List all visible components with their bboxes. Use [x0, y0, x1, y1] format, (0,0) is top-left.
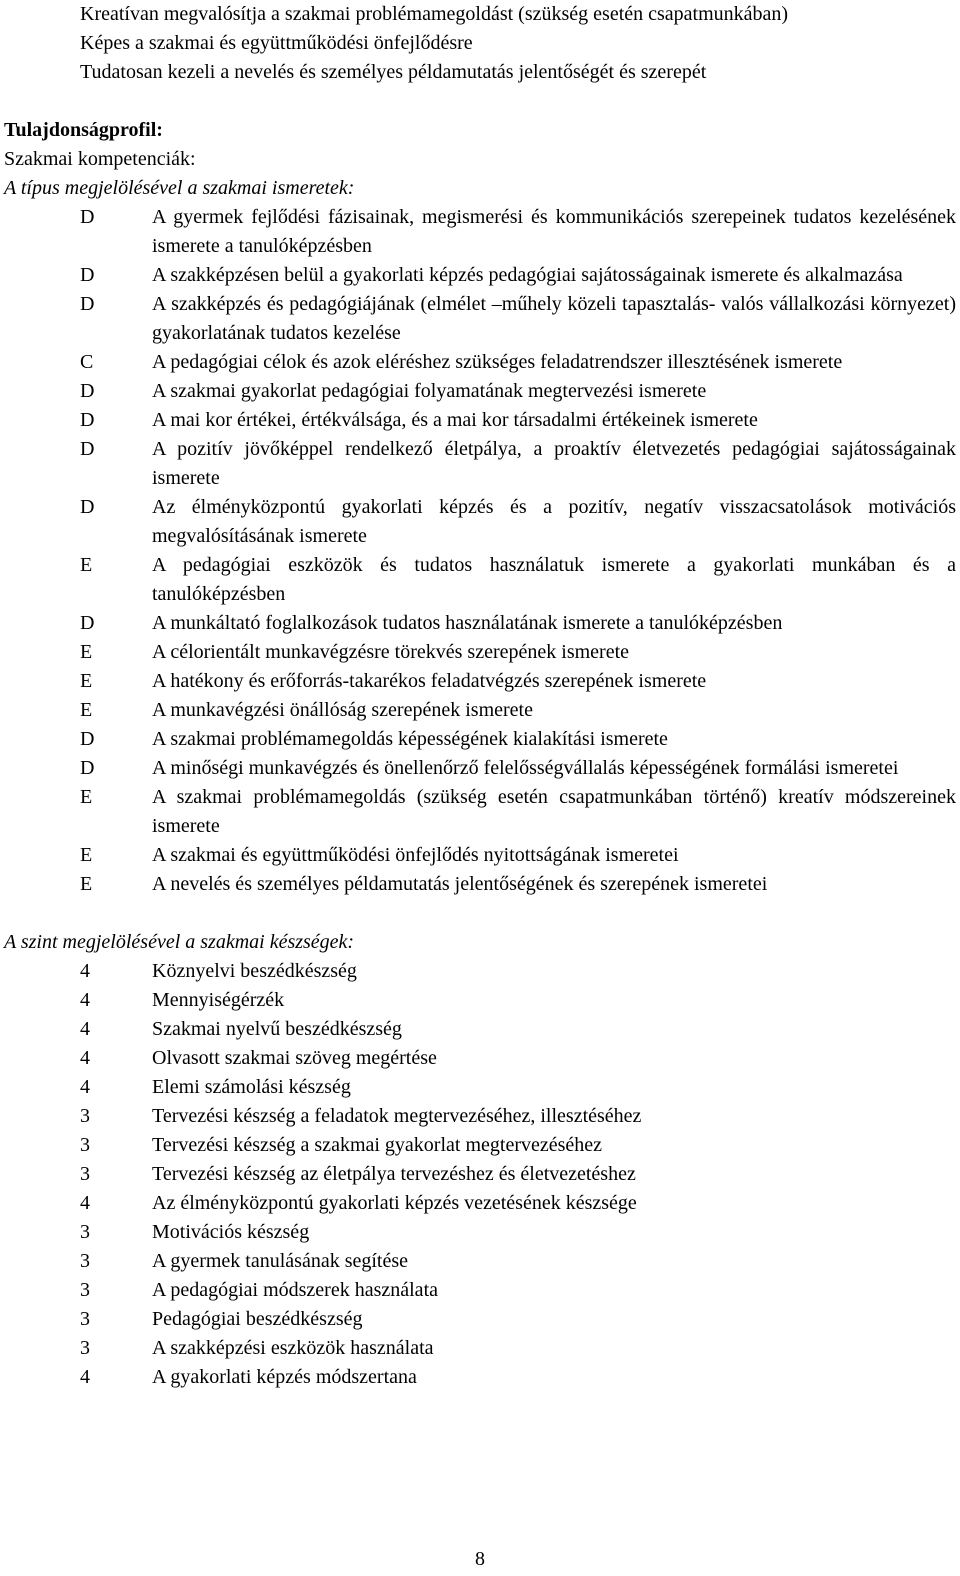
knowledge-item-text: A szakmai és együttműködési önfejlődés nyitottságának ismeretei	[152, 844, 679, 866]
knowledge-item	[80, 841, 956, 870]
knowledge-list	[80, 203, 956, 899]
knowledge-item-code: C	[80, 351, 94, 373]
skill-item	[80, 1276, 956, 1305]
knowledge-item-code: E	[80, 554, 93, 576]
skill-item-code: 3	[80, 1308, 90, 1330]
knowledge-item-code: D	[80, 728, 95, 750]
knowledge-item-code: D	[80, 757, 95, 779]
skill-item-text: Az élményközpontú gyakorlati képzés vezetésének készsége	[152, 1192, 637, 1214]
skill-item-code: 3	[80, 1163, 90, 1185]
skill-item-text: A pedagógiai módszerek használata	[152, 1279, 438, 1301]
skill-item	[80, 1044, 956, 1073]
knowledge-item-code: D	[80, 612, 95, 634]
knowledge-item	[80, 754, 956, 783]
knowledge-item-text: A pedagógiai célok és azok eléréshez szükséges feladatrendszer illesztésének ismerete	[152, 351, 843, 373]
intro-block	[80, 0, 956, 87]
knowledge-item	[80, 435, 956, 493]
knowledge-item-text: Az élményközpontú gyakorlati képzés és a pozitív, negatív visszacsatolások motivációs megvalósításának ismerete	[152, 496, 956, 547]
knowledge-item	[80, 348, 956, 377]
intro-line: Tudatosan kezeli a nevelés és személyes példamutatás jelentőségét és szerepét	[80, 61, 707, 83]
knowledge-item	[80, 377, 956, 406]
competencies-label: Szakmai kompetenciák:	[4, 148, 196, 170]
knowledge-item-text: A pozitív jövőképpel rendelkező életpálya, a proaktív életvezetés pedagógiai sajátosságainak ismerete	[152, 438, 956, 489]
knowledge-item-text: A szakképzésen belül a gyakorlati képzés pedagógiai sajátosságainak ismerete és alkalmazása	[152, 264, 903, 286]
knowledge-item-text: A munkáltató foglalkozások tudatos használatának ismerete a tanulóképzésben	[152, 612, 783, 634]
knowledge-item-code: E	[80, 844, 93, 866]
skill-item-text: Pedagógiai beszédkészség	[152, 1308, 363, 1330]
skill-item	[80, 1102, 956, 1131]
skills-list	[80, 957, 956, 1392]
knowledge-item	[80, 783, 956, 841]
skill-item	[80, 1305, 956, 1334]
knowledge-item	[80, 696, 956, 725]
skill-item	[80, 1363, 956, 1392]
skill-item-text: A gyermek tanulásának segítése	[152, 1250, 409, 1272]
knowledge-item-text: A nevelés és személyes példamutatás jelentőségének és szerepének ismeretei	[152, 873, 768, 895]
skill-item-text: Elemi számolási készség	[152, 1076, 351, 1098]
knowledge-item-text: A gyermek fejlődési fázisainak, megismerési és kommunikációs szerepeinek tudatos kezelésének ismerete a tanulóképzésben	[152, 206, 956, 257]
skill-item	[80, 1218, 956, 1247]
skill-item-text: Tervezési készség a szakmai gyakorlat megtervezéséhez	[152, 1134, 603, 1156]
knowledge-item-text: A szakmai problémamegoldás (szükség esetén csapatmunkában történő) kreatív módszereinek ismerete	[152, 786, 956, 837]
knowledge-item-text: A munkavégzési önállóság szerepének ismerete	[152, 699, 533, 721]
skill-item	[80, 957, 956, 986]
skill-item	[80, 1015, 956, 1044]
knowledge-item-text: A szakképzés és pedagógiájának (elmélet –műhely közeli tapasztalás- valós vállalkozási környezet) gyakorlatának tudatos kezelése	[152, 293, 956, 344]
knowledge-item	[80, 609, 956, 638]
skill-item-code: 3	[80, 1279, 90, 1301]
knowledge-item-text: A szakmai problémamegoldás képességének kialakítási ismerete	[152, 728, 668, 750]
skill-item-code: 4	[80, 1366, 90, 1388]
knowledge-item	[80, 667, 956, 696]
knowledge-item-text: A szakmai gyakorlat pedagógiai folyamatának megtervezési ismerete	[152, 380, 707, 402]
skill-item-code: 4	[80, 989, 90, 1011]
knowledge-item-text: A pedagógiai eszközök és tudatos használatuk ismerete a gyakorlati munkában és a tanulóképzésben	[152, 554, 956, 605]
skill-item-code: 3	[80, 1221, 90, 1243]
skill-item	[80, 1131, 956, 1160]
skill-item-text: Tervezési készség a feladatok megtervezéséhez, illesztéséhez	[152, 1105, 642, 1127]
knowledge-item-text: A minőségi munkavégzés és önellenőrző felelősségvállalás képességének formálási ismeretei	[152, 757, 899, 779]
skill-item-code: 4	[80, 1018, 90, 1040]
page-number: 8	[475, 1548, 485, 1570]
skill-item-code: 4	[80, 1047, 90, 1069]
skill-item-code: 3	[80, 1105, 90, 1127]
knowledge-item-code: E	[80, 670, 93, 692]
skill-item	[80, 986, 956, 1015]
profile-title: Tulajdonságprofil:	[4, 119, 163, 141]
knowledge-item-code: E	[80, 699, 93, 721]
skill-item-text: A gyakorlati képzés módszertana	[152, 1366, 417, 1388]
knowledge-item-code: D	[80, 206, 95, 228]
knowledge-item-text: A hatékony és erőforrás-takarékos feladatvégzés szerepének ismerete	[152, 670, 707, 692]
knowledge-item	[80, 725, 956, 754]
skills-heading: A szint megjelölésével a szakmai készségek:	[4, 931, 355, 953]
knowledge-item-code: D	[80, 264, 95, 286]
knowledge-item	[80, 290, 956, 348]
intro-line: Kreatívan megvalósítja a szakmai problémamegoldást (szükség esetén csapatmunkában)	[80, 3, 789, 25]
skill-item-text: Motivációs készség	[152, 1221, 310, 1243]
skill-item-text: Köznyelvi beszédkészség	[152, 960, 357, 982]
knowledge-item	[80, 551, 956, 609]
intro-line: Képes a szakmai és együttműködési önfejlődésre	[80, 32, 473, 54]
skill-item-text: Mennyiségérzék	[152, 989, 285, 1011]
knowledge-item	[80, 870, 956, 899]
skill-item-code: 3	[80, 1250, 90, 1272]
skill-item-code: 4	[80, 960, 90, 982]
skill-item-code: 4	[80, 1192, 90, 1214]
skill-item-text: A szakképzési eszközök használata	[152, 1337, 434, 1359]
knowledge-item-code: D	[80, 409, 95, 431]
skill-item	[80, 1334, 956, 1363]
skill-item	[80, 1073, 956, 1102]
knowledge-item-text: A mai kor értékei, értékválsága, és a mai kor társadalmi értékeinek ismerete	[152, 409, 758, 431]
knowledge-item-code: E	[80, 641, 93, 663]
knowledge-heading: A típus megjelölésével a szakmai ismeretek:	[4, 177, 355, 199]
knowledge-item	[80, 406, 956, 435]
skill-item-code: 4	[80, 1076, 90, 1098]
skill-item-code: 3	[80, 1337, 90, 1359]
knowledge-item	[80, 261, 956, 290]
skill-item-code: 3	[80, 1134, 90, 1156]
skill-item	[80, 1247, 956, 1276]
skill-item-text: Tervezési készség az életpálya tervezéshez és életvezetéshez	[152, 1163, 636, 1185]
knowledge-item-code: D	[80, 380, 95, 402]
skill-item-text: Szakmai nyelvű beszédkészség	[152, 1018, 402, 1040]
knowledge-item	[80, 203, 956, 261]
knowledge-item	[80, 638, 956, 667]
knowledge-item-code: E	[80, 786, 93, 808]
knowledge-item-text: A célorientált munkavégzésre törekvés szerepének ismerete	[152, 641, 630, 663]
skill-item	[80, 1189, 956, 1218]
knowledge-item-code: D	[80, 293, 95, 315]
skill-item	[80, 1160, 956, 1189]
skill-item-text: Olvasott szakmai szöveg megértése	[152, 1047, 437, 1069]
knowledge-item-code: D	[80, 496, 95, 518]
knowledge-item-code: E	[80, 873, 93, 895]
knowledge-item-code: D	[80, 438, 95, 460]
knowledge-item	[80, 493, 956, 551]
